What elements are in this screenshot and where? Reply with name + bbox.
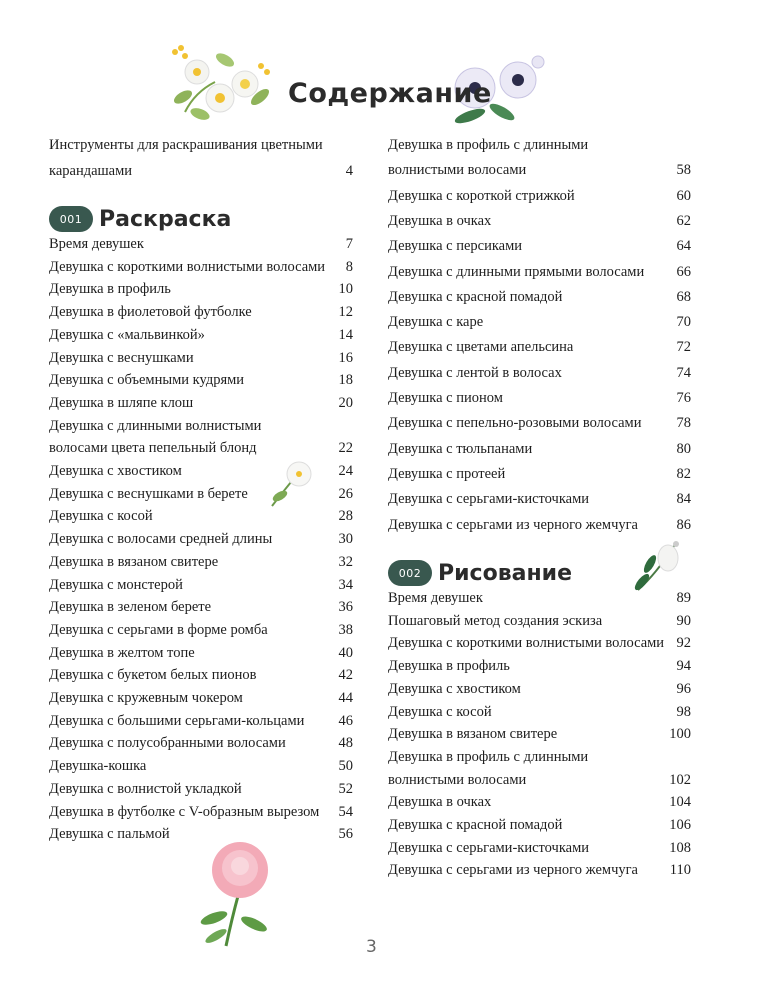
toc-entry-page: 22	[338, 440, 353, 457]
toc-entry-title: Девушка в профиль	[49, 281, 171, 298]
toc-entry-title: Девушка в вязаном свитере	[49, 553, 219, 570]
toc-entry[interactable]	[388, 514, 691, 536]
toc-entry-page: 28	[338, 508, 353, 525]
toc-entry-title: Девушка в футболке с V-образным вырезом	[49, 803, 320, 820]
toc-entry-title: Девушка-кошка	[49, 758, 147, 775]
toc-entry-page: 34	[338, 576, 353, 593]
toc-entry-title: Девушка с хвостиком	[49, 463, 182, 479]
toc-entry[interactable]	[388, 723, 691, 745]
toc-entry-page: 48	[338, 735, 353, 752]
toc-entry[interactable]	[49, 732, 353, 754]
toc-entry[interactable]	[49, 160, 353, 182]
toc-entry-title: Девушка с полусобранными волосами	[49, 735, 286, 752]
toc-entry-title: Девушка с косой	[388, 703, 492, 720]
toc-entry[interactable]	[388, 655, 691, 677]
toc-entry-title: Девушка в профиль с длинными	[388, 748, 589, 765]
toc-entry-page: 98	[676, 703, 691, 720]
toc-entry[interactable]	[388, 701, 691, 723]
toc-entry[interactable]	[49, 596, 353, 618]
toc-entry-page: 26	[338, 485, 353, 502]
page-number: 3	[366, 937, 377, 957]
toc-entry[interactable]	[49, 483, 353, 505]
toc-entry[interactable]	[388, 791, 691, 813]
toc-entry-title: Девушка с монстерой	[49, 576, 183, 593]
toc-entry[interactable]	[388, 463, 691, 485]
toc-entry-page: 60	[676, 187, 691, 204]
toc-entry-title: Девушка в желтом топе	[49, 644, 195, 661]
toc-entry-title: Девушка в очках	[388, 212, 492, 229]
toc-entry-page: 89	[676, 590, 691, 606]
toc-entry-page: 62	[676, 212, 691, 229]
toc-entry[interactable]	[388, 134, 691, 156]
toc-entry-title: Девушка в шляпе клош	[49, 394, 194, 411]
toc-entry-page: 94	[676, 658, 691, 675]
toc-entry-title: Девушка в очках	[388, 794, 492, 811]
toc-entry-page: 108	[669, 839, 691, 856]
toc-entry-page: 90	[676, 612, 691, 629]
toc-entry-page: 32	[338, 553, 353, 570]
toc-entry-page: 46	[338, 712, 353, 729]
toc-entry-title: Девушка с волнистой укладкой	[49, 780, 242, 797]
toc-entry-title: Девушка с короткими волнистыми волосами	[49, 258, 326, 275]
toc-entry[interactable]	[49, 710, 353, 732]
section-header-drawing	[388, 558, 572, 588]
pink-peony-icon	[196, 838, 282, 950]
toc-entry-page: 102	[669, 771, 691, 788]
toc-entry-title: Девушка с цветами апельсина	[388, 339, 574, 356]
toc-entry-title: Девушка в профиль	[388, 658, 510, 675]
toc-entry-title: Девушка в вязаном свитере	[388, 726, 558, 743]
toc-entry-page: 58	[676, 162, 691, 179]
toc-entry[interactable]	[388, 210, 691, 232]
toc-entry[interactable]	[388, 387, 691, 409]
toc-entry[interactable]	[49, 437, 353, 459]
toc-entry[interactable]	[49, 755, 353, 777]
toc-entry[interactable]	[49, 134, 353, 156]
toc-entry-title: Пошаговый метод создания эскиза	[388, 612, 603, 629]
toc-entry-title: Девушка с короткими волнистыми волосами	[388, 635, 665, 652]
toc-entry-page: 92	[676, 635, 691, 652]
toc-entry[interactable]	[388, 235, 691, 257]
toc-entry[interactable]	[49, 528, 353, 550]
toc-entry[interactable]	[388, 261, 691, 283]
toc-entry[interactable]	[388, 336, 691, 358]
toc-entry-title: Девушка с серьгами-кисточками	[388, 491, 590, 508]
toc-entry-page: 70	[676, 314, 691, 331]
toc-entry-title: Девушка с каре	[388, 314, 484, 331]
toc-entry-title: Девушка с красной помадой	[388, 817, 563, 833]
toc-entry-page: 76	[676, 390, 691, 406]
toc-entry-title: Девушка в профиль с длинными	[388, 137, 589, 153]
toc-entry[interactable]	[49, 256, 353, 278]
toc-entry-title: Девушка с персиками	[388, 238, 523, 255]
toc-entry-page: 72	[676, 339, 691, 356]
toc-entry-page: 74	[676, 364, 691, 381]
toc-entry-title: Девушка с хвостиком	[388, 680, 521, 697]
toc-entry-title: Девушка с тюльпанами	[388, 440, 533, 457]
toc-entry-page: 52	[338, 780, 353, 797]
toc-entry-title: Девушка с протеей	[388, 465, 506, 482]
toc-entry-title: Девушка с объемными кудрями	[49, 372, 245, 389]
toc-entry-title: волнистыми волосами	[388, 771, 527, 788]
toc-entry-page: 20	[338, 394, 353, 411]
toc-entry[interactable]	[388, 362, 691, 384]
toc-entry-page: 96	[676, 680, 691, 697]
toc-entry-page: 104	[669, 794, 691, 811]
toc-entry-page: 82	[676, 465, 691, 482]
toc-entry[interactable]	[388, 769, 691, 791]
toc-entry-title: Девушка с длинными волнистыми	[49, 417, 262, 434]
toc-entry[interactable]	[49, 619, 353, 641]
toc-entry-title: Девушка с пальмой	[49, 826, 170, 843]
toc-entry-title: Девушка с веснушками	[49, 349, 194, 366]
section-title: Раскраска	[99, 206, 232, 232]
toc-entry[interactable]	[49, 505, 353, 527]
toc-entry[interactable]	[388, 587, 691, 609]
toc-entry-page: 8	[345, 258, 353, 275]
toc-entry-title: Девушка с «мальвинкой»	[49, 326, 205, 343]
toc-entry[interactable]	[49, 574, 353, 596]
toc-entry[interactable]	[388, 837, 691, 859]
toc-entry-title: Девушка с пионом	[388, 390, 503, 406]
toc-entry[interactable]	[49, 369, 353, 391]
toc-entry-page: 12	[338, 304, 353, 321]
toc-entry-page: 54	[338, 803, 353, 820]
toc-entry-title: Девушка с серьгами из черного жемчуга	[388, 862, 638, 879]
toc-entry-page: 30	[338, 531, 353, 548]
toc-entry-title: волнистыми волосами	[388, 162, 527, 179]
toc-entry[interactable]	[388, 746, 691, 768]
toc-entry[interactable]	[388, 159, 691, 181]
toc-entry-title: Девушка с веснушками в берете	[49, 485, 248, 502]
toc-entry-title: Девушка с серьгами-кисточками	[388, 839, 590, 856]
toc-entry-page: 64	[676, 238, 691, 255]
toc-entry-page: 86	[676, 516, 691, 533]
toc-entry-title: Девушка с большими серьгами-кольцами	[49, 712, 305, 729]
toc-entry-title: Девушка с красной помадой	[388, 288, 563, 305]
toc-entry[interactable]	[49, 392, 353, 414]
left-column	[49, 134, 353, 854]
toc-entry-title: Девушка с короткой стрижкой	[388, 187, 575, 204]
section-header-coloring	[49, 204, 231, 234]
right-column	[388, 134, 691, 884]
toc-entry[interactable]	[388, 814, 691, 836]
toc-entry[interactable]	[49, 778, 353, 800]
toc-entry[interactable]	[388, 286, 691, 308]
toc-entry-page: 66	[676, 263, 691, 280]
yellow-white-flower-cluster-icon	[165, 42, 275, 120]
toc-entry[interactable]	[49, 278, 353, 300]
toc-entry[interactable]	[49, 823, 353, 845]
toc-entry-title: Девушка с волосами средней длины	[49, 531, 273, 548]
toc-entry-title: Девушка в зеленом берете	[49, 599, 212, 616]
toc-entry[interactable]	[388, 678, 691, 700]
toc-entry-page: 42	[338, 667, 353, 684]
toc-entry-page: 100	[669, 726, 691, 743]
toc-entry-title: Девушка с лентой в волосах	[388, 364, 562, 381]
toc-entry[interactable]	[49, 233, 353, 255]
toc-entry-title: Девушка с букетом белых пионов	[49, 667, 257, 684]
toc-entry-page: 110	[669, 862, 691, 879]
toc-entry-page: 10	[338, 281, 353, 298]
toc-entry-title: Девушка с кружевным чокером	[49, 690, 243, 706]
toc-entry[interactable]	[49, 324, 353, 346]
toc-entry-page: 40	[338, 644, 353, 661]
toc-entry-title: Девушка с длинными прямыми волосами	[388, 263, 645, 280]
toc-entry-page: 38	[338, 621, 353, 638]
toc-entry[interactable]	[49, 347, 353, 369]
toc-entry-page: 36	[338, 599, 353, 616]
toc-entry-page: 16	[338, 349, 353, 366]
toc-entry-page: 106	[669, 817, 691, 833]
toc-entry[interactable]	[388, 632, 691, 654]
toc-entry-title: Девушка в фиолетовой футболке	[49, 304, 252, 321]
toc-entry-page: 44	[338, 690, 353, 706]
toc-entry-title: Девушка с пепельно-розовыми волосами	[388, 415, 642, 432]
toc-entry-page: 84	[676, 491, 691, 508]
toc-entry[interactable]	[388, 311, 691, 333]
toc-entry[interactable]	[388, 859, 691, 881]
toc-entry-page: 56	[338, 826, 353, 843]
section-number-badge: 002	[388, 560, 432, 586]
toc-entry[interactable]	[49, 415, 353, 437]
toc-entry[interactable]	[388, 412, 691, 434]
section-title: Рисование	[438, 560, 572, 586]
toc-entry[interactable]	[49, 301, 353, 323]
toc-entry[interactable]	[49, 664, 353, 686]
toc-entry-page: 80	[676, 440, 691, 457]
section-number-badge: 001	[49, 206, 93, 232]
toc-entry[interactable]	[49, 642, 353, 664]
toc-entry-title: Время девушек	[388, 590, 483, 606]
toc-entry-title: карандашами	[49, 163, 133, 179]
toc-entry-page: 78	[676, 415, 691, 432]
toc-entry-page: 4	[345, 163, 353, 179]
toc-entry-page: 7	[345, 236, 353, 252]
toc-entry[interactable]	[49, 687, 353, 709]
toc-entry[interactable]	[388, 438, 691, 460]
toc-entry-title: Время девушек	[49, 236, 144, 252]
page-title: Содержание	[288, 78, 492, 109]
toc-entry[interactable]	[388, 610, 691, 632]
toc-entry-title: Инструменты для раскрашивания цветными	[49, 137, 323, 153]
toc-entry-page: 50	[338, 758, 353, 775]
toc-entry-page: 24	[338, 463, 353, 479]
toc-entry-page: 18	[338, 372, 353, 389]
toc-entry[interactable]	[388, 488, 691, 510]
toc-entry[interactable]	[49, 801, 353, 823]
toc-entry[interactable]	[49, 551, 353, 573]
toc-entry-page: 14	[338, 326, 353, 343]
toc-entry[interactable]	[388, 185, 691, 207]
toc-entry-page: 68	[676, 288, 691, 305]
toc-entry-title: Девушка с серьгами в форме ромба	[49, 621, 268, 638]
toc-entry[interactable]	[49, 460, 353, 482]
toc-entry-title: Девушка с серьгами из черного жемчуга	[388, 516, 638, 533]
toc-entry-title: Девушка с косой	[49, 508, 153, 525]
toc-entry-title: волосами цвета пепельный блонд	[49, 440, 257, 457]
